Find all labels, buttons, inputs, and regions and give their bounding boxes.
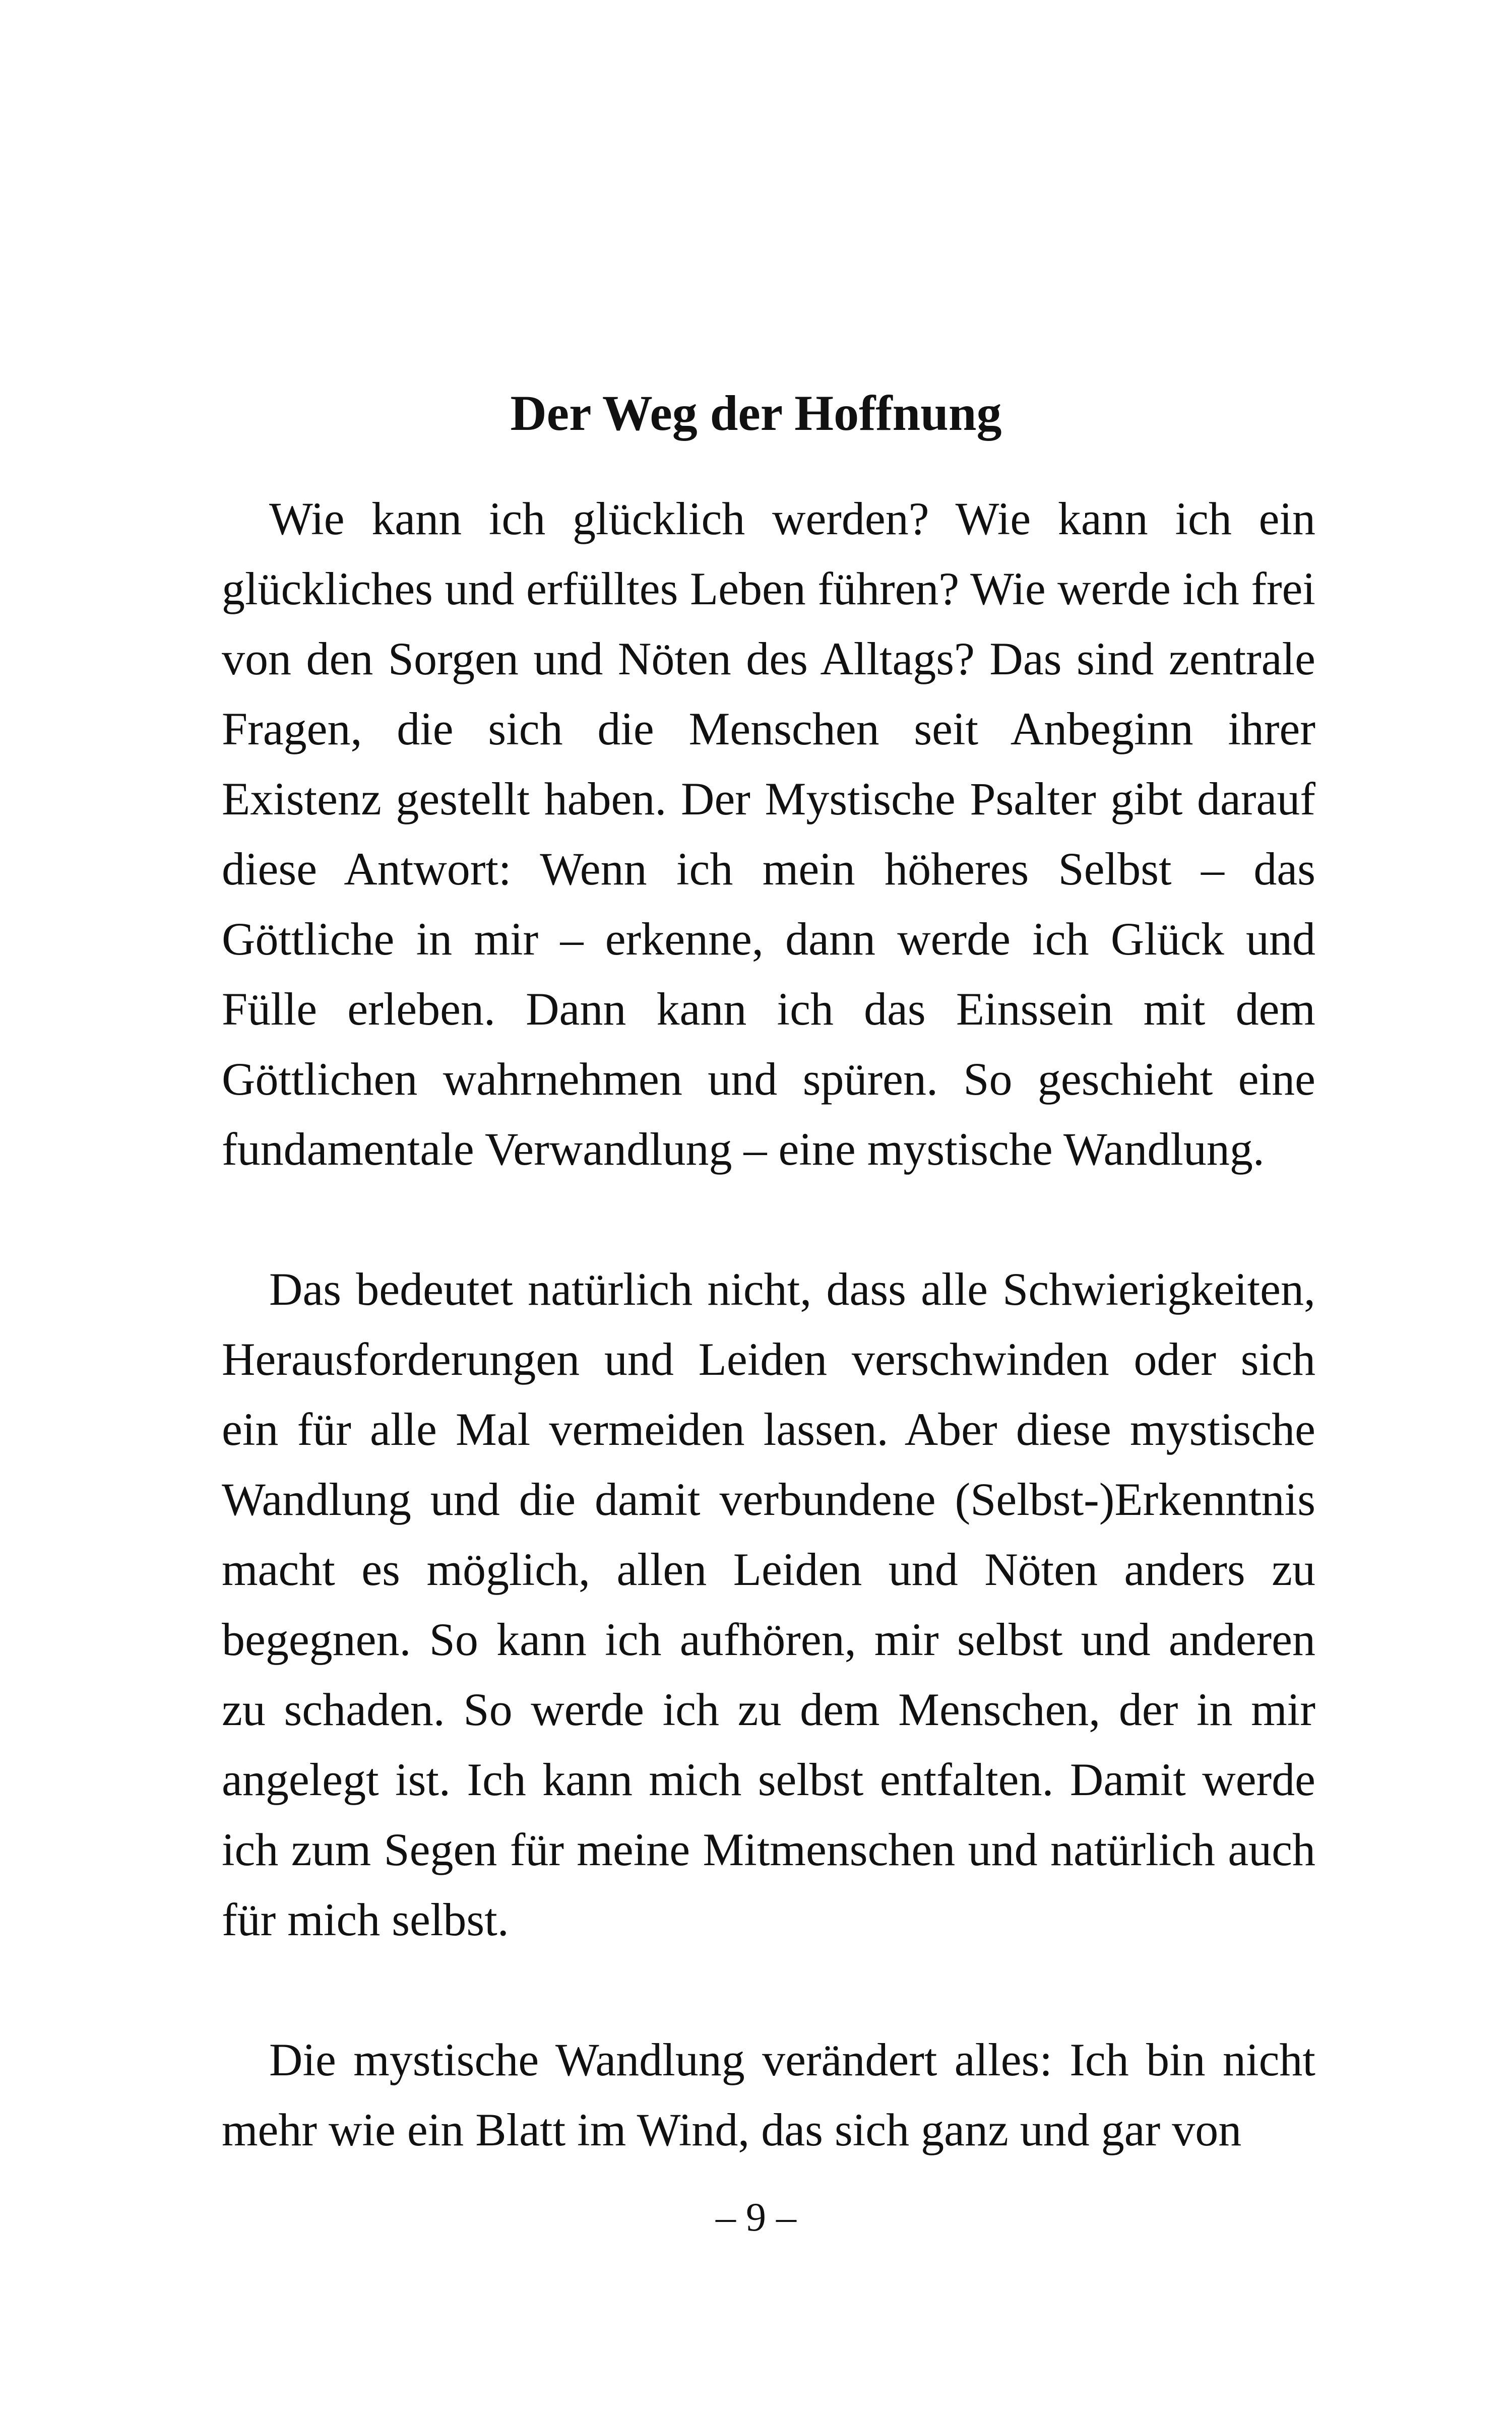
paragraph-2: Das bedeutet natürlich nicht, dass alle Schwierigkeiten, Herausforderungen und Leiden verschwinden oder sich ein für alle Mal vermeiden lassen. Aber diese mystische Wandlung und die damit verbundene (Selbst-)Erkenntnis macht es möglich, allen Leiden und Nöten anders zu begegnen. So kann ich aufhören, mir selbst und anderen zu schaden. So werde ich zu dem Menschen, der in mir angelegt ist. Ich kann mich selbst entfalten. Damit werde ich zum Segen für meine Mitmenschen und natürlich auch für mich selbst. [222,1263,1315,1945]
chapter-title: Der Weg der Hoffnung [510,385,1002,441]
paragraph-3: Die mystische Wandlung verändert alles: Ich bin nicht mehr wie ein Blatt im Wind, das sich ganz und gar von [222,2034,1315,2155]
page-number: – 9 – [716,2195,796,2240]
body-text [222,484,1315,2165]
paragraph-1: Wie kann ich glücklich werden? Wie kann ich ein glückliches und erfülltes Leben führen? Wie werde ich frei von den Sorgen und Nöten des Alltags? Das sind zentrale Fragen, die sich die Menschen seit Anbeginn ihrer Existenz gestellt haben. Der Mystische Psalter gibt darauf diese Antwort: Wenn ich mein höheres Selbst – das Göttliche in mir – erkenne, dann werde ich Glück und Fülle erleben. Dann kann ich das Einssein mit dem Göttlichen wahrnehmen und spüren. So geschieht eine fundamentale Verwandlung – eine mystische Wandlung. [222,493,1315,1175]
